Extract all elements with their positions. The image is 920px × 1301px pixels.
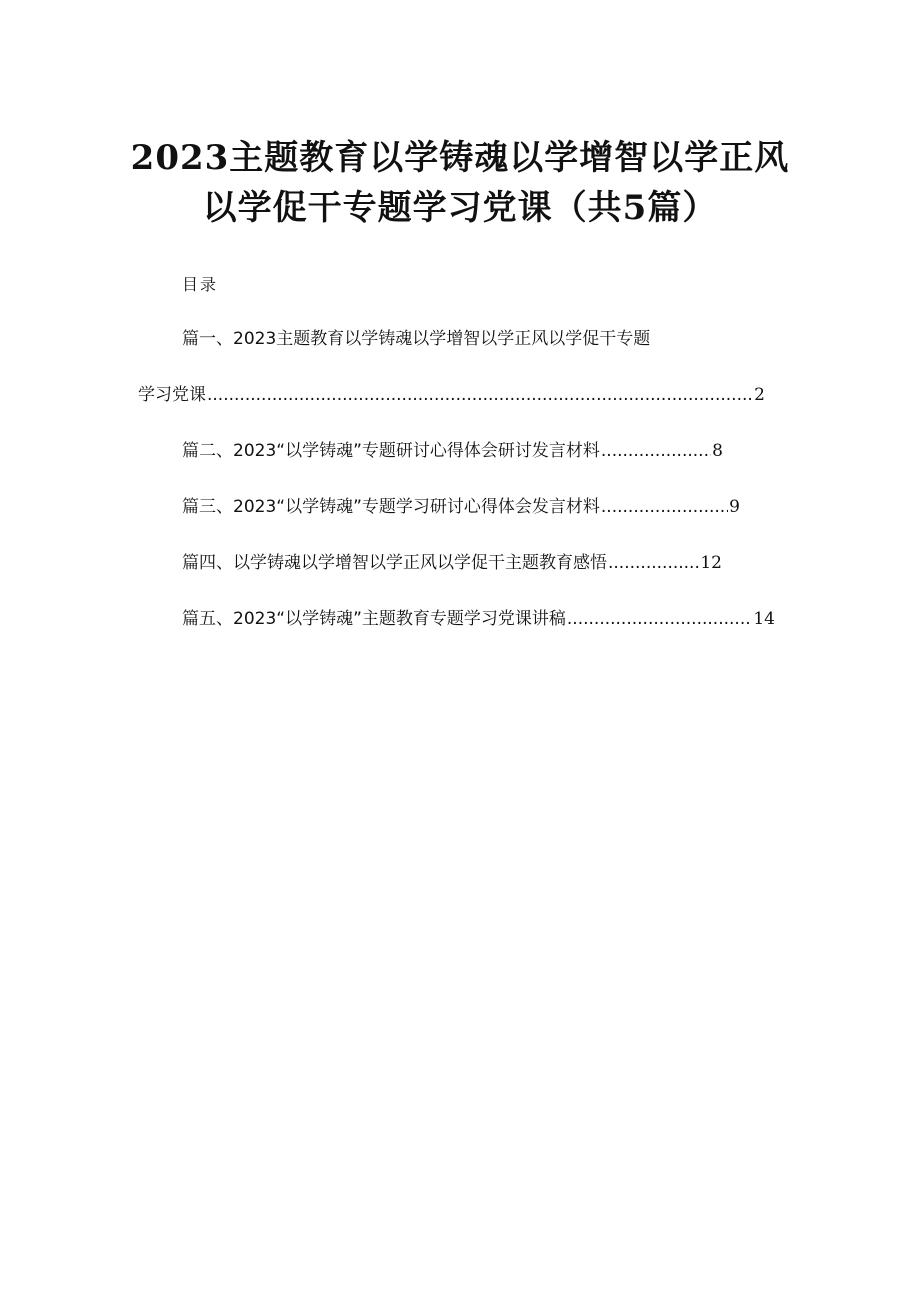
toc-entry-2[interactable] [182, 439, 723, 463]
toc-entry-4[interactable] [182, 551, 722, 575]
toc-entry-2-label: 篇二、2023“以学铸魂”专题研讨心得体会研讨发言材料 [182, 441, 600, 461]
toc-entry-1-line-2[interactable] [138, 383, 765, 407]
toc-heading: 目录 [182, 275, 219, 294]
toc-entry-3-label: 篇三、2023“以学铸魂”专题学习研讨心得体会发言材料 [182, 497, 600, 517]
toc-dot-leader [567, 607, 752, 631]
toc-entry-5-page: 14 [753, 609, 775, 629]
toc-entry-4-label: 篇四、以学铸魂以学增智以学正风以学促干主题教育感悟 [182, 553, 607, 573]
toc-entry-3-page: 9 [729, 497, 740, 517]
document-title-line-2: 以学促干专题学习党课（共5篇） [202, 188, 718, 228]
document-title-line-1: 2023主题教育以学铸魂以学增智以学正风 [130, 138, 790, 178]
toc-entry-4-page: 12 [700, 553, 722, 573]
toc-entry-5-label: 篇五、2023“以学铸魂”主题教育专题学习党课讲稿 [182, 609, 566, 629]
toc-entry-5[interactable] [182, 607, 775, 631]
toc-entry-1-label-part1: 篇一、2023主题教育以学铸魂以学增智以学正风以学促干专题 [182, 329, 651, 349]
toc-dot-leader [601, 439, 711, 463]
toc-entry-1-page: 2 [754, 385, 765, 405]
toc-dot-leader [601, 495, 728, 519]
toc-dot-leader [207, 383, 753, 407]
toc-dot-leader [608, 551, 699, 575]
toc-entry-1-line-1[interactable] [182, 327, 742, 351]
toc-entry-3[interactable] [182, 495, 740, 519]
toc-entry-2-page: 8 [712, 441, 723, 461]
toc-entry-1-label-part2: 学习党课 [138, 385, 206, 405]
